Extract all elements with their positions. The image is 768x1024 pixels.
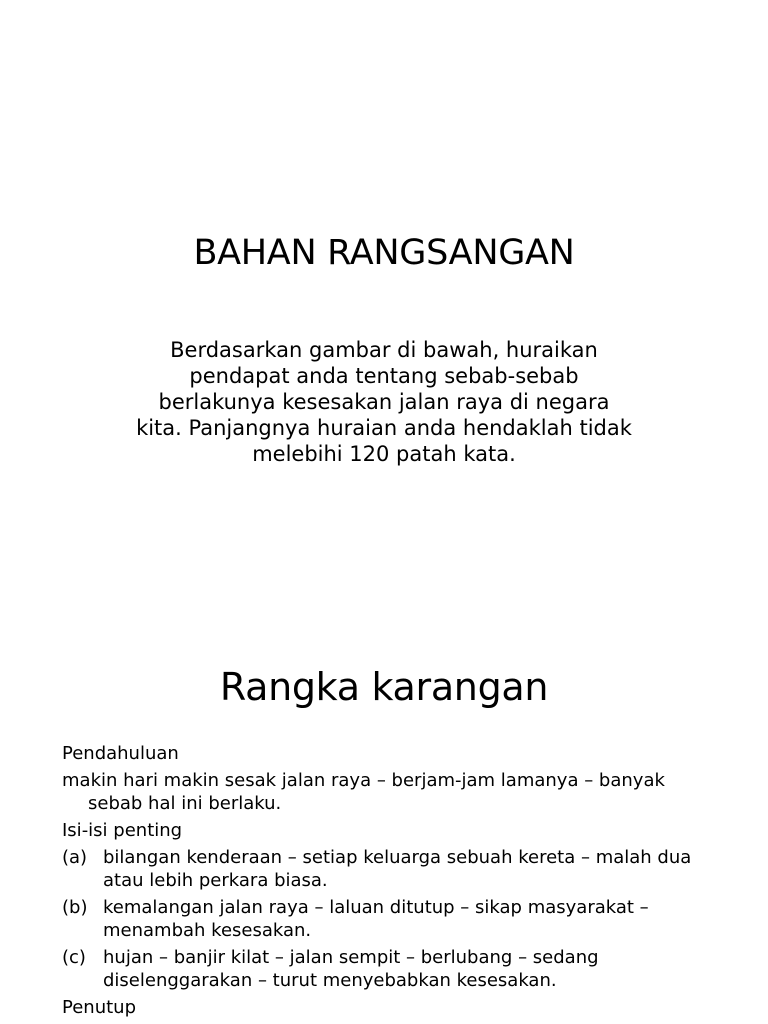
essay-outline (62, 742, 712, 1023)
list-item-text: kemalangan jalan raya – laluan ditutup – sikap masyarakat – menambah kesesakan. (103, 897, 649, 941)
slide-rangka-karangan (0, 576, 768, 1024)
list-item (62, 946, 712, 992)
intro-heading: Pendahuluan (62, 743, 179, 764)
list-item-marker: (c) (62, 947, 86, 968)
list-item-marker: (a) (62, 847, 88, 868)
list-item-marker: (b) (62, 897, 88, 918)
closing-heading: Penutup (62, 997, 136, 1018)
list-item (62, 846, 712, 892)
intro-text: makin hari makin sesak jalan raya – berjam-jam lamanya – banyak sebab hal ini berlaku. (62, 770, 665, 814)
slide1-title: BAHAN RANGSANGAN (193, 233, 575, 273)
points-heading: Isi-isi penting (62, 820, 183, 841)
list-item-text: bilangan kenderaan – setiap keluarga sebuah kereta – malah dua atau lebih perkara biasa. (103, 847, 692, 891)
slide2-title: Rangka karangan (219, 665, 549, 709)
list-item-text: hujan – banjir kilat – jalan sempit – berlubang – sedang diselenggarakan – turut menyebabkan kesesakan. (103, 947, 599, 991)
slide1-instruction-text: Berdasarkan gambar di bawah, huraikan pendapat anda tentang sebab-sebab berlakunya kesesakan jalan raya di negara kita. Panjangnya huraian anda hendaklah tidak melebihi 120 patah kata. (136, 338, 632, 466)
list-item (62, 896, 712, 942)
